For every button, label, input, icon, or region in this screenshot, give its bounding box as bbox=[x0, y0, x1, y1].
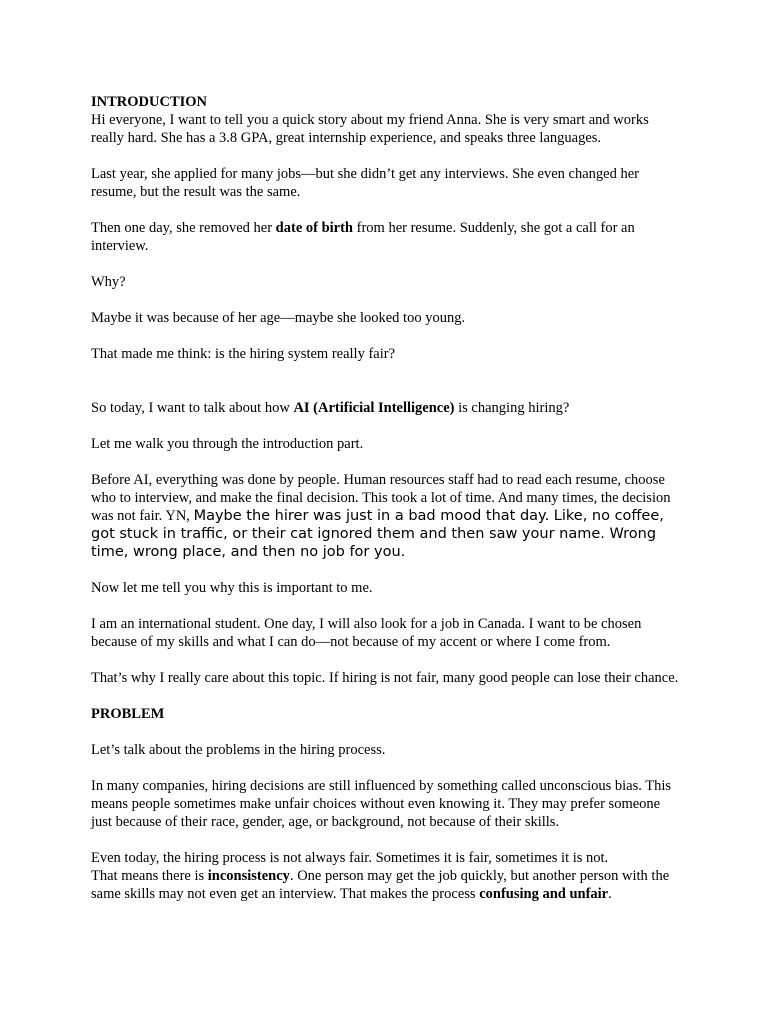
bold-inconsistency: inconsistency bbox=[207, 868, 290, 884]
paragraph-care-topic: That’s why I really care about this topic. If hiring is not fair, many good people can lose their chance. bbox=[91, 670, 679, 686]
paragraph-think-fair: That made me think: is the hiring system really fair? bbox=[91, 346, 396, 362]
paragraph-ai-hiring bbox=[91, 399, 681, 417]
blank-line bbox=[91, 381, 681, 399]
text-run: So today, I want to talk about how bbox=[91, 400, 294, 416]
paragraph-anna-story: Hi everyone, I want to tell you a quick story about my friend Anna. She is very smart and works really hard. She has a 3.8 GPA, great internship experience, and speaks three languages. bbox=[91, 112, 649, 146]
bold-date-of-birth: date of birth bbox=[275, 220, 354, 236]
text-run: . One person may get the job quickly, but another person with the same skills may not even get an interview. That makes the process bbox=[91, 868, 670, 902]
introduction-heading: INTRODUCTION bbox=[91, 94, 208, 110]
text-run: . bbox=[608, 886, 612, 902]
text-run: Then one day, she removed her bbox=[91, 220, 276, 236]
bold-confusing-unfair: confusing and unfair bbox=[479, 886, 609, 902]
bold-ai: AI (Artificial Intelligence) bbox=[293, 400, 455, 416]
problem-heading: PROBLEM bbox=[91, 706, 165, 722]
paragraph-unconscious-bias: In many companies, hiring decisions are still influenced by something called unconscious bias. This means people sometimes make unfair choices without even knowing it. They may prefer someone just because of their race, gender, age, or background, not because of their skills. bbox=[91, 778, 672, 830]
paragraph-age: Maybe it was because of her age—maybe she looked too young. bbox=[91, 310, 466, 326]
paragraph-applied-jobs: Last year, she applied for many jobs—but she didn’t get any interviews. She even changed her resume, but the result was the same. bbox=[91, 166, 639, 200]
paragraph-why-important: Now let me tell you why this is important to me. bbox=[91, 580, 373, 596]
paragraph-inconsistency bbox=[91, 867, 681, 903]
text-run: Before AI, everything was done by people. Human resources staff had to read each resume, choose who to interview, and make the final decision. This took a lot of time. And many times, the decision was not fair. YN, bbox=[91, 472, 671, 524]
paragraph-removed-dob bbox=[91, 219, 681, 255]
paragraph-why: Why? bbox=[91, 274, 126, 290]
text-run: is changing hiring? bbox=[454, 400, 570, 416]
text-run: from her resume. Suddenly, she got a call for an interview. bbox=[91, 220, 635, 254]
inserted-sans-text: Maybe the hirer was just in a bad mood that day. Like, no coffee, got stuck in traffic, or their cat ignored them and then saw your name. Wrong time, wrong place, and then no job for you. bbox=[91, 508, 664, 560]
paragraph-before-ai bbox=[91, 471, 681, 561]
document-body bbox=[91, 93, 681, 921]
text-run: That means there is bbox=[91, 868, 208, 884]
paragraph-inconsistency-line1: Even today, the hiring process is not always fair. Sometimes it is fair, sometimes it is not. bbox=[91, 850, 609, 866]
paragraph-international-student: I am an international student. One day, I will also look for a job in Canada. I want to be chosen because of my skills and what I can do—not because of my accent or where I come from. bbox=[91, 616, 642, 650]
paragraph-walk-through: Let me walk you through the introduction part. bbox=[91, 436, 364, 452]
paragraph-problems: Let’s talk about the problems in the hiring process. bbox=[91, 742, 386, 758]
